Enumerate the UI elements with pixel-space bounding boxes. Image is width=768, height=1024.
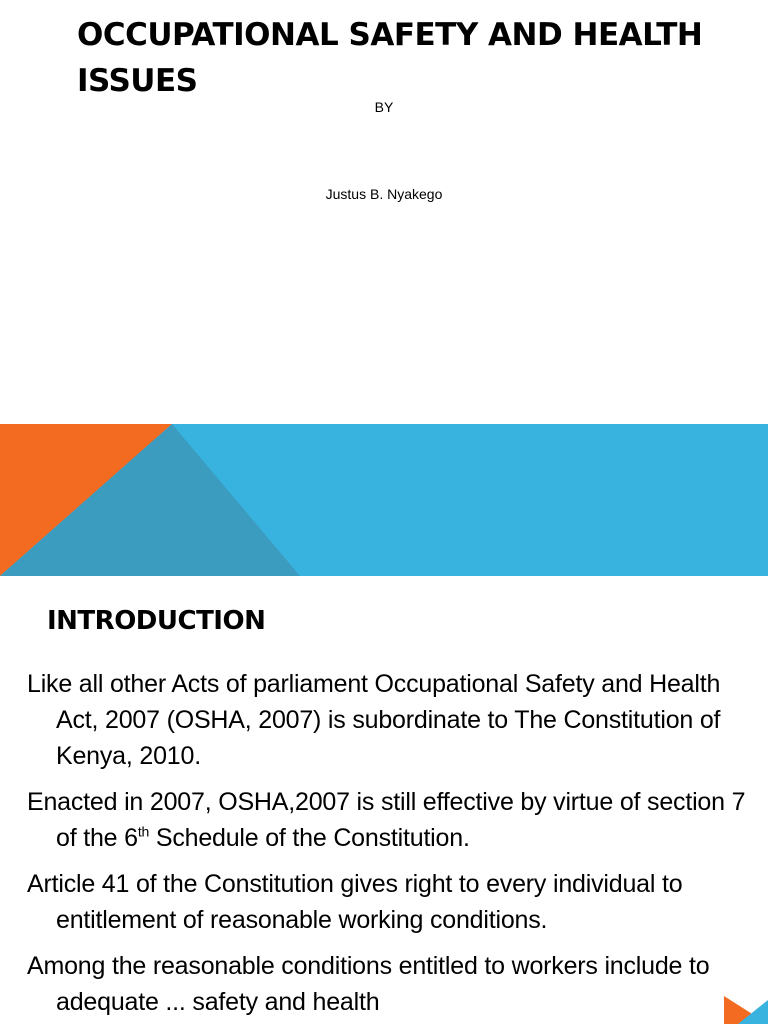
bullet-item: Article 41 of the Constitution gives right to every individual to entitlement of reasonable working conditions. (27, 870, 683, 934)
author-name: Justus B. Nyakego (325, 186, 443, 202)
bullet-text: Schedule of the Constitution. (149, 824, 470, 852)
bullet-text: Enacted in 2007, OSHA,2007 is still effective by virtue of section 7 of the 6 (27, 788, 746, 852)
title-slide (0, 0, 768, 424)
decorative-banner (0, 424, 768, 576)
bullet-item: Like all other Acts of parliament Occupational Safety and Health Act, 2007 (OSHA, 2007) is subordinate to The Constitution of Kenya, 2010. (27, 670, 721, 770)
bullet-item: Among the reasonable conditions entitled to workers include to adequate ... safety and health (27, 952, 710, 1016)
corner-accent (724, 996, 768, 1024)
superscript: th (137, 823, 150, 840)
introduction-slide (0, 576, 768, 1024)
by-label: BY (374, 99, 394, 115)
bullet-item (27, 784, 757, 856)
bullet-list (27, 666, 757, 1024)
slide-title: OCCUPATIONAL SAFETY AND HEALTH ISSUES (77, 17, 703, 99)
section-heading: INTRODUCTION (47, 606, 266, 636)
